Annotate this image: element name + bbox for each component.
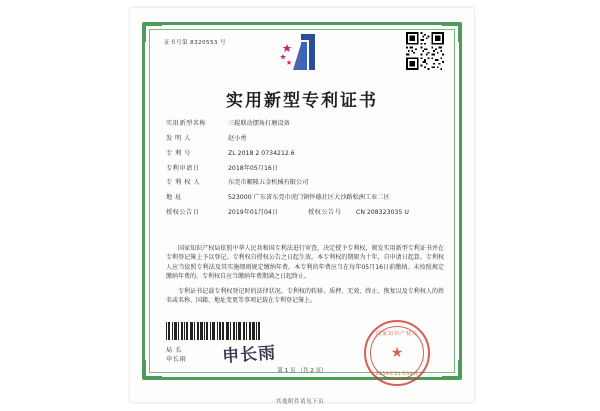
field-label: 授权公告日 xyxy=(166,209,200,217)
field-patent-number xyxy=(166,150,444,158)
official-seal-stamp xyxy=(364,320,430,386)
director-name-label: 申长雨 xyxy=(166,356,187,364)
field-value: 三辊联动摆角打磨设备 xyxy=(228,120,290,127)
footer-note: 其他附件请见下页 xyxy=(276,399,324,405)
qr-code-icon xyxy=(406,32,444,70)
field-value: ZL 2018 2 0734212.6 xyxy=(228,149,295,157)
handwritten-signature: 申长雨 xyxy=(221,343,277,367)
patent-certificate-document xyxy=(130,8,474,402)
page-title: 实用新型专利证书 xyxy=(226,91,378,111)
field-value: 523000 广东省东莞市虎门镇怀德社区大沙路松洲工业二区 xyxy=(228,194,390,202)
field-value: 东莞市顺隆五金机械有限公司 xyxy=(228,179,309,187)
field-label-secondary: 授权公告号 xyxy=(308,209,342,217)
field-inventor xyxy=(166,135,444,143)
field-grant-announcement xyxy=(166,209,444,217)
director-label: 局 长 xyxy=(166,347,183,354)
body-paragraph-1: 国家知识产权局依照中华人民共和国专利法进行审查，决定授予专利权，颁发实用新型专利证书并在专利登记簿上予以登记。专利权自授权公告之日起生效。本专利权的期限为十年，自申请日起算。专利权人应当依照专利法及其实施细则规定缴纳年费。本专利的年费应当在每年05月16日前缴纳。未按照规定缴纳年费的，专利权自应当缴纳年费期满之日起终止。 xyxy=(166,245,444,280)
field-value: 2019年01月04日 xyxy=(228,209,279,217)
certificate-serial-number: 证书号第 8320553 号 xyxy=(164,40,227,46)
field-label: 专利申请日 xyxy=(166,164,200,172)
certificate-body-text xyxy=(166,244,444,312)
field-application-date xyxy=(166,165,444,173)
patent-office-emblem-icon xyxy=(271,30,333,78)
seal-top-text: 国家知识产权局 xyxy=(375,331,418,337)
director-signature-block xyxy=(166,346,186,365)
field-label: 实用新型名称 xyxy=(166,120,207,127)
page-number: 第 1 页 （共 2 页） xyxy=(277,368,327,374)
body-paragraph-2: 专利证书记载专利权登记时的法律状况。专利权的转移、质押、无效、终止、恢复以及专利权人的姓名或名称、国籍、地址变更等事项记载在专利登记簿上。 xyxy=(166,288,444,305)
field-label: 专 利 权 人 xyxy=(166,179,201,187)
corner-ornament-top-right xyxy=(442,24,460,42)
field-patentee xyxy=(166,179,444,187)
field-address xyxy=(166,194,444,202)
star-emblem-icon: ★ xyxy=(390,345,404,361)
field-value: 赵小勇 xyxy=(228,134,247,142)
field-value: 2018年05月16日 xyxy=(228,164,279,172)
field-label: 地 址 xyxy=(166,194,182,202)
certificate-fields xyxy=(166,120,444,224)
field-value-secondary: CN 208323035 U xyxy=(356,209,409,217)
seal-bottom-text: 2019年01月04日 xyxy=(375,372,419,377)
field-utility-model-name xyxy=(166,120,444,128)
corner-ornament-top-left xyxy=(144,24,162,42)
field-label: 发 明 人 xyxy=(166,134,191,142)
field-label: 专 利 号 xyxy=(166,149,191,157)
